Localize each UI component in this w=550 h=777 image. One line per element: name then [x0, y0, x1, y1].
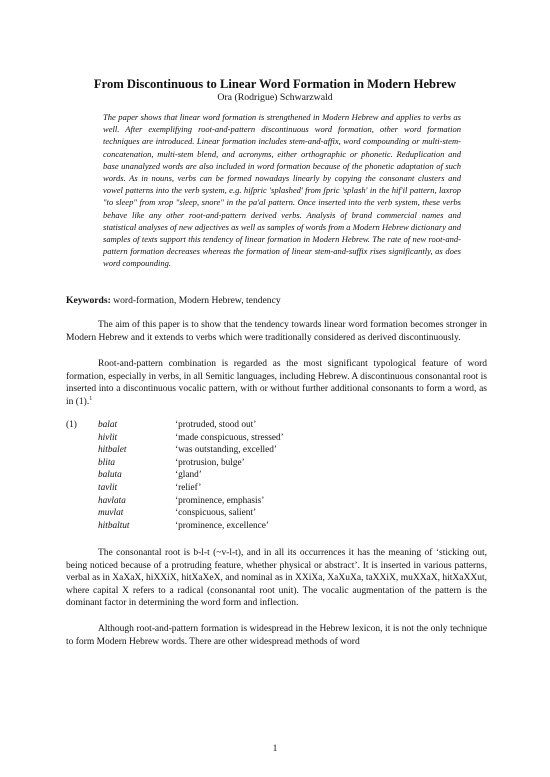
example-row	[66, 469, 486, 482]
example-list	[66, 419, 486, 532]
example-number: (1)	[66, 420, 77, 430]
example-gloss: ‘protruded, stood out’	[175, 420, 257, 430]
example-row	[66, 520, 486, 533]
example-row	[66, 457, 486, 470]
example-row	[66, 507, 486, 520]
example-word: hivlit	[98, 432, 118, 443]
example-word: muvlat	[98, 508, 124, 519]
example-word: tavlit	[98, 482, 118, 493]
paper-title: From Discontinuous to Linear Word Formation in Modern Hebrew	[93, 77, 457, 91]
paragraph-other-methods: Although root-and-pattern formation is widespread in the Hebrew lexicon, it is not the only technique to form Modern Hebrew words. There are other widespread methods of word	[66, 624, 487, 647]
keywords-line	[66, 295, 281, 307]
example-row	[66, 495, 486, 508]
example-gloss: ‘relief’	[175, 482, 202, 493]
paragraph-root-pattern-text: Root-and-pattern combination is regarded as the most significant typological feature of word formation, especially in verbs, in all Semitic languages, including Hebrew. A discontinuous consonantal root is inserted into a discontinuous vocalic pattern, with or without further additional consonants to form a word, as in (1).	[66, 359, 487, 407]
example-gloss: ‘was outstanding, excelled’	[175, 445, 277, 456]
example-gloss: ‘protrusion, bulge’	[175, 457, 245, 468]
example-word: balat	[98, 420, 118, 430]
page-number: 1	[272, 744, 278, 754]
example-word: hitbaltut	[98, 520, 130, 531]
example-word: baluta	[98, 470, 122, 481]
example-gloss: ‘prominence, emphasis’	[175, 495, 265, 506]
example-gloss: ‘gland’	[175, 470, 202, 481]
example-gloss: ‘made conspicuous, stressed’	[175, 432, 284, 443]
paragraph-aim: The aim of this paper is to show that the tendency towards linear word formation becomes stronger in Modern Hebrew and it extends to verbs which were traditionally considered as derived discontinuously.	[66, 320, 487, 343]
example-gloss: ‘conspicuous, salient’	[175, 508, 257, 519]
example-row	[66, 419, 486, 432]
example-row	[66, 444, 486, 457]
example-row	[66, 432, 486, 445]
example-gloss: ‘prominence, excellence’	[175, 520, 269, 531]
abstract: The paper shows that linear word formation is strengthened in Modern Hebrew and applies to verbs as well. After exemplifying root-and-pattern discontinuous word formation, other word formation techniques are introduced. Linear formation includes stem-and-affix, word compounding or multi-stem-concatenation, multi-stem blend, and acronyms, either orthographic or phonetic. Reduplication and base unanalyzed words are also included in word formation because of the phonetic adaptation of such words. As in nouns, verbs can be formed nowadays linearly by copying the consonant clusters and vowel patterns into the verb system, e.g. hiʃpric 'splashed' from ʃpric 'splash' in the hif'il pattern, laxrop "to sleep" from xrop "sleep, snore" in the pa'al pattern. Once inserted into the verb system, these verbs behave like any other root-and-pattern derived verbs. Analysis of brand commercial names and statistical analyses of new adjectives as well as samples of words from a Modern Hebrew dictionary and samples of texts support this tendency of linear formation in Modern Hebrew. The rate of new root-and-pattern formation decreases whereas the formation of linear stem-and-suffix rises significantly, as does word compounding.	[103, 112, 461, 269]
paragraph-root-pattern	[66, 358, 487, 408]
paragraph-consonantal-root: The consonantal root is b-l-t (~v-l-t), and in all its occurrences it has the meaning of ‘sticking out, being noticed because of a protruding feature, whether physical or abstract’. It is inserted in various patterns, verbal as in XaXaX, hiXXiX, hitXaXeX, and nominal as in XXiXa, XaXuXa, taXXiX, muXXaX, hitXaXXut, where capital X refers to a radical (consonantal root unit). The vocalic augmentation of the pattern is the dominant factor in determining the word form and inflection.	[66, 548, 487, 609]
keywords-text: word-formation, Modern Hebrew, tendency	[110, 295, 281, 306]
example-word: havlata	[98, 495, 126, 506]
example-word: hitbalet	[98, 445, 127, 456]
example-row	[66, 482, 486, 495]
footnote-marker: 1	[89, 395, 93, 402]
keywords-label: Keywords:	[66, 295, 111, 306]
example-word: blita	[98, 457, 116, 468]
author-name: Ora (Rodrigue) Schwarzwald	[217, 92, 333, 103]
